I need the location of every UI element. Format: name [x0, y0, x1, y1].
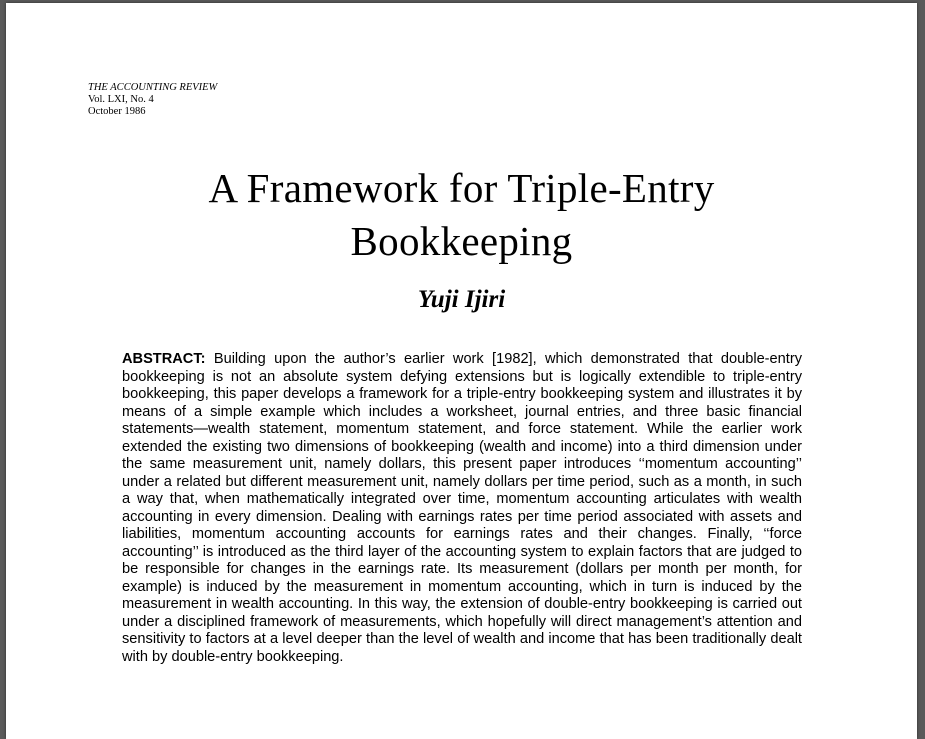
article-author: Yuji Ijiri [417, 286, 506, 313]
journal-header [88, 82, 217, 118]
article-title [6, 162, 917, 268]
article-title-line-1: A Framework for Triple-Entry [208, 165, 715, 211]
journal-date: October 1986 [88, 106, 146, 117]
journal-name: THE ACCOUNTING REVIEW [88, 82, 218, 93]
journal-volume: Vol. LXI, No. 4 [88, 94, 154, 105]
abstract-label: ABSTRACT: [122, 351, 206, 367]
abstract [122, 351, 802, 666]
abstract-text: Building upon the author’s earlier work [1982], which demonstrated that double-entry bookkeeping is not an absolute system defying extensions but is logically extendible to triple-entry bookkeeping, this paper develops a framework for a triple-entry bookkeeping system and illustrates it by means of a simple example which includes a worksheet, journal entries, and three basic financial statements—wealth statement, momentum statement, and force statement. While the earlier work extended the existing two dimensions of bookkeeping (wealth and income) into a third dimension under the same measurement unit, namely dollars, this present paper introduces ‘‘momentum accounting’’ under a related but different measurement unit, namely dollars per time period, such as a month, in such a way that, when mathematically integrated over time, momentum accounting articulates with wealth accounting in every dimension. Dealing with earnings rates per time period associated with assets and liabilities, momentum accounting accounts for earnings rates and their changes. Finally, ‘‘force accounting’’ is introduced as the third layer of the accounting system to explain factors that are judged to be responsible for changes in the earnings rate. Its measurement (dollars per month per month, for example) is induced by the measurement in momentum accounting, which in turn is induced by the measurement in wealth accounting. In this way, the extension of double-entry bookkeeping is carried out under a disciplined framework of measurements, which hopefully will direct management’s attention and sensitivity to factors at a level deeper than the level of wealth and income that has been traditionally dealt with by double-entry bookkeeping. [122, 351, 802, 665]
article-title-line-2: Bookkeeping [350, 218, 573, 264]
document-page [6, 3, 917, 739]
